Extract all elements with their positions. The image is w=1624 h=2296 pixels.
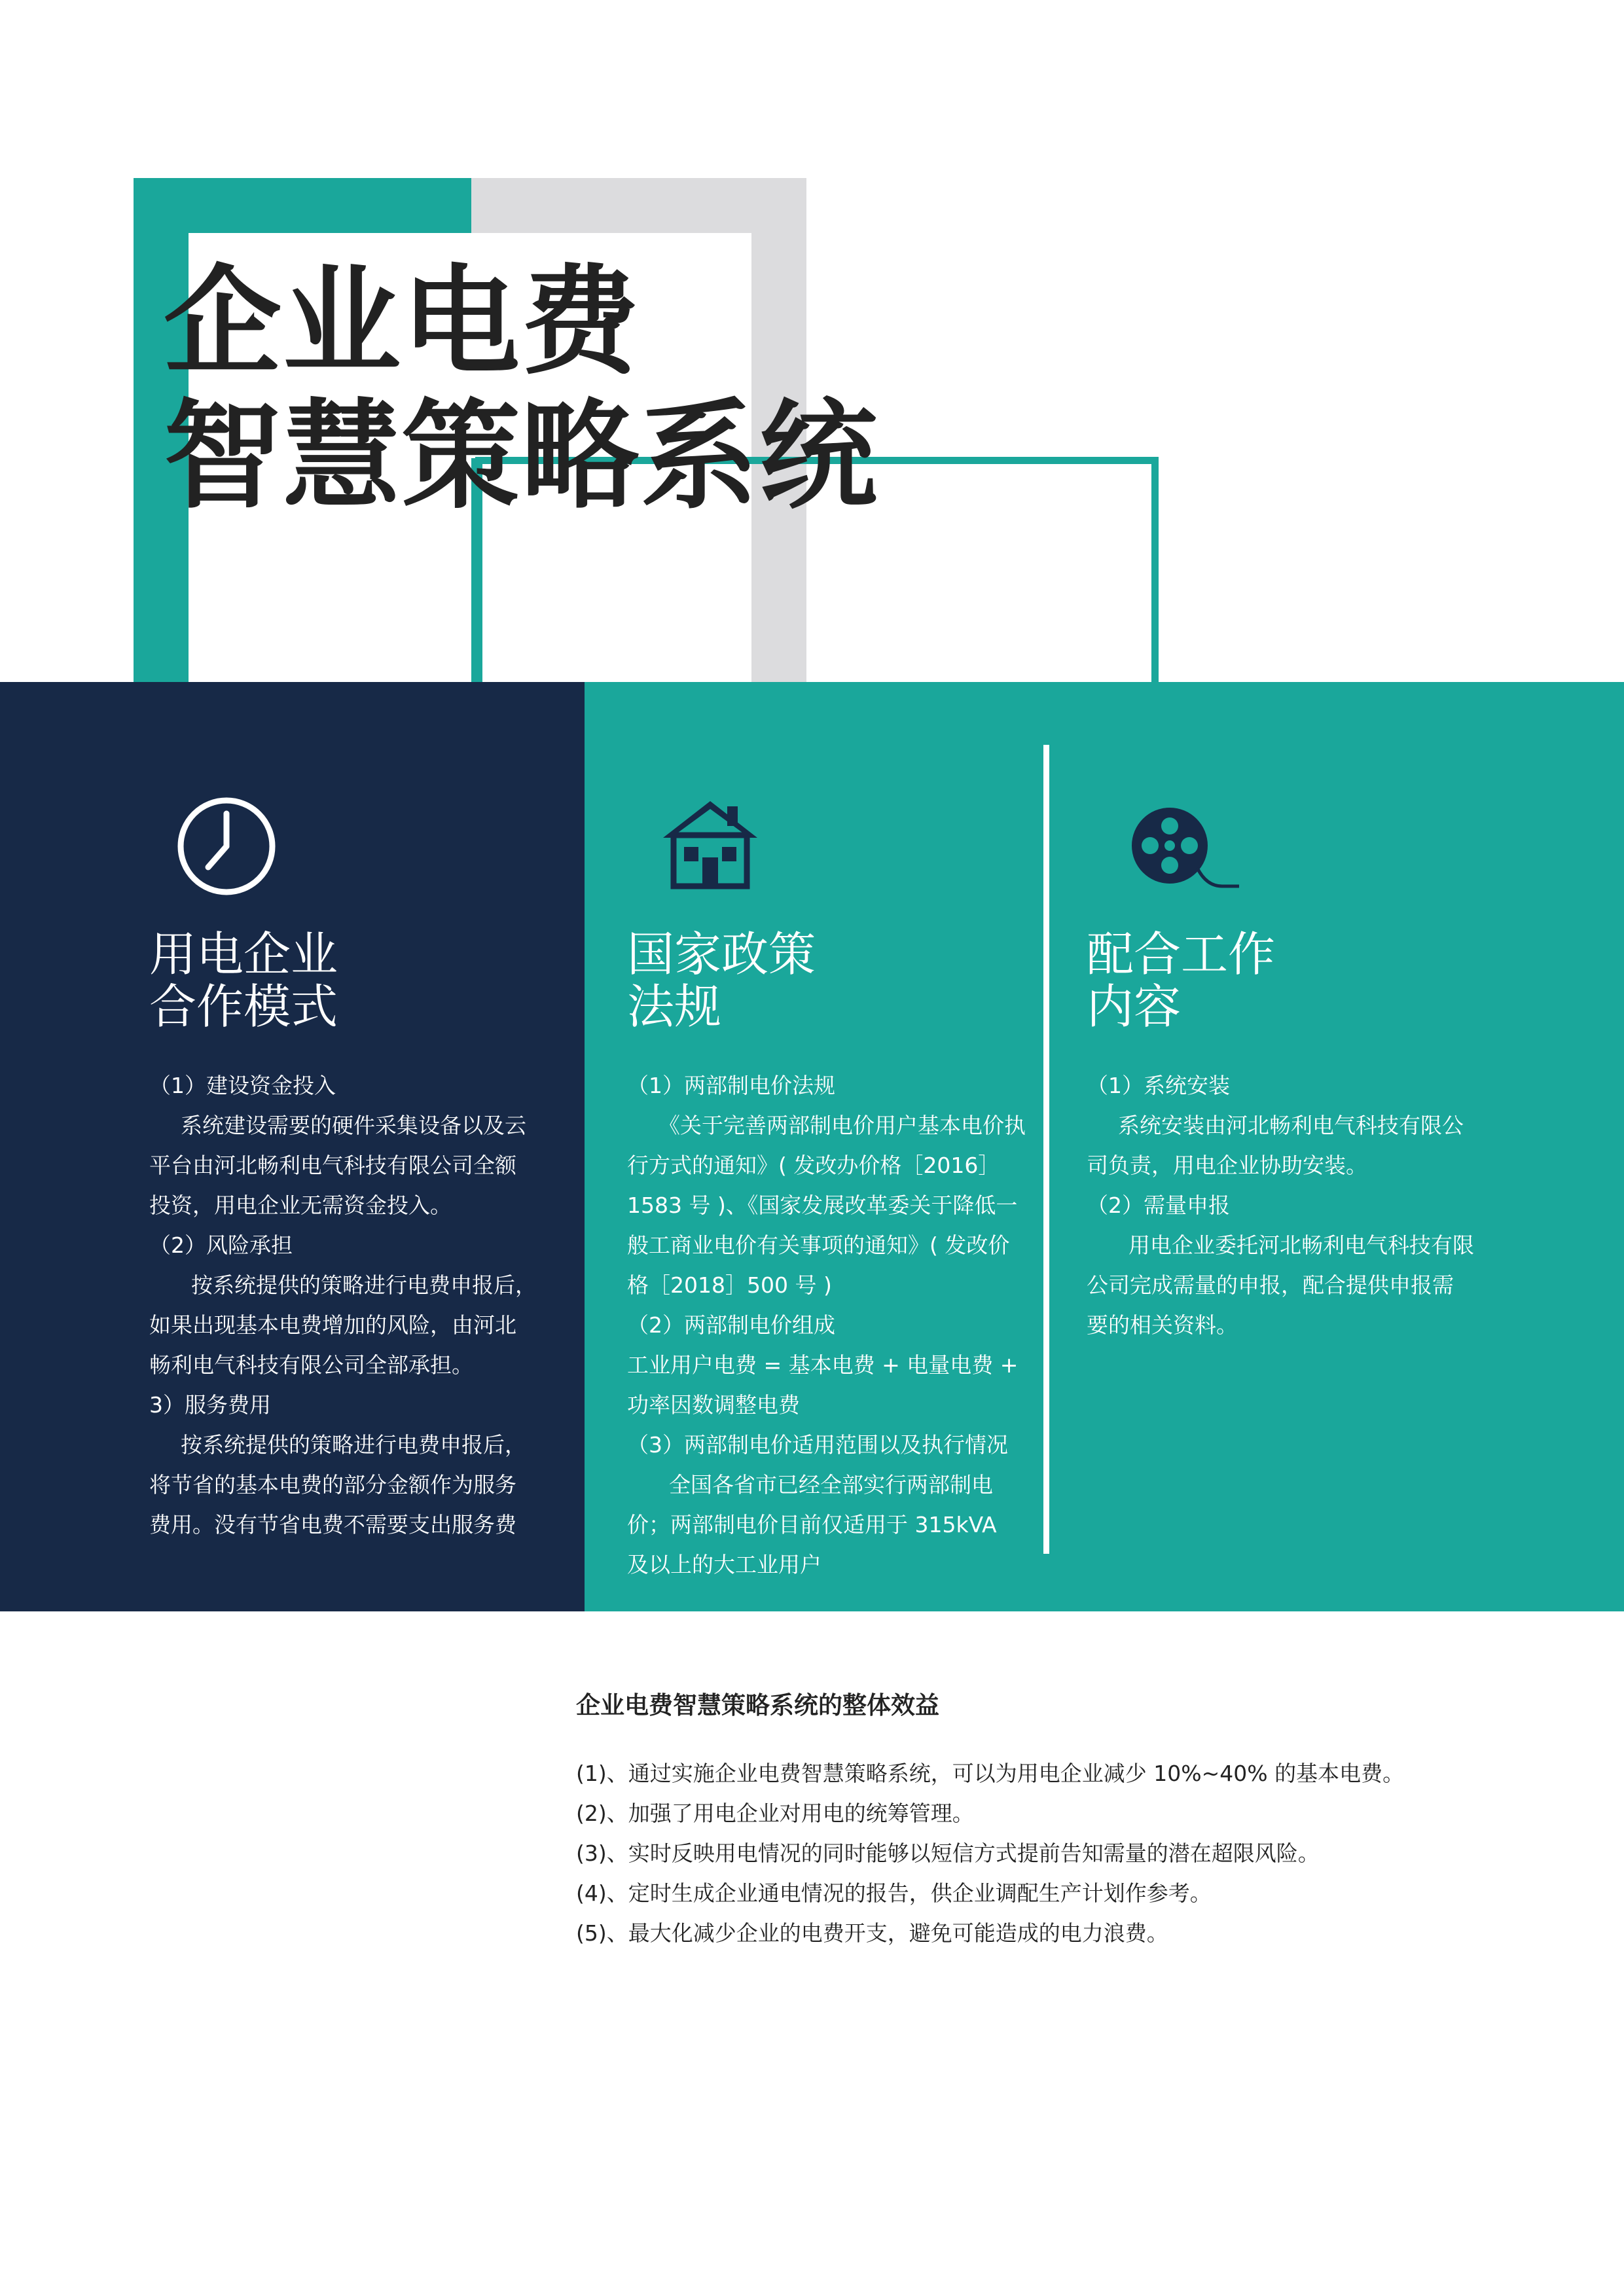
film-reel-icon (1129, 805, 1240, 890)
paragraph-line: 行方式的通知》( 发改办价格［2016］ (627, 1153, 1000, 1178)
benefit-item: (5)、最大化减少企业的电费开支，避免可能造成的电力浪费。 (576, 1920, 1168, 1946)
overall-benefits-section (576, 1685, 1404, 1953)
paragraph-line: 功率因数调整电费 (627, 1392, 800, 1418)
subheading: （2）需量申报 (1087, 1193, 1230, 1218)
subheading: 3）服务费用 (149, 1392, 271, 1418)
paragraph-line: 系统建设需要的硬件采集设备以及云 (181, 1113, 526, 1138)
subheading: （2）风险承担 (149, 1232, 293, 1258)
paragraph-line: 按系统提供的策略进行电费申报后， (181, 1432, 526, 1458)
heading-line-2: 法规 (627, 979, 722, 1034)
benefit-item: (1)、通过实施企业电费智慧策略系统，可以为用电企业减少 10%~40% 的基本电费。 (576, 1761, 1405, 1786)
paragraph-line: 将节省的基本电费的部分金额作为服务 (149, 1472, 516, 1498)
national-policy-section (627, 928, 1026, 1585)
subheading: （1）系统安装 (1087, 1073, 1230, 1098)
paragraph-line: 投资，用电企业无需资金投入。 (149, 1193, 452, 1218)
page-title (164, 255, 878, 524)
subheading: （3）两部制电价适用范围以及执行情况 (627, 1432, 1008, 1458)
benefit-item: (4)、定时生成企业通电情况的报告，供企业调配生产计划作参考。 (576, 1880, 1212, 1906)
title-line-1: 企业电费 (164, 254, 641, 391)
section-heading (627, 928, 1026, 1033)
heading-line-2: 内容 (1087, 979, 1182, 1034)
section-body (627, 1066, 1026, 1585)
benefit-item: (3)、实时反映用电情况的同时能够以短信方式提前告知需量的潜在超限风险。 (576, 1840, 1320, 1866)
cooperation-work-section (1087, 928, 1492, 1345)
paragraph-line: 全国各省市已经全部实行两部制电 (669, 1472, 993, 1498)
paragraph-line: 及以上的大工业用户 (627, 1552, 821, 1577)
paragraph-line: 工业用户电费 = 基本电费 + 电量电费 + (627, 1352, 1019, 1378)
subheading: （1）建设资金投入 (149, 1073, 336, 1098)
column-divider (1043, 745, 1049, 1554)
benefits-title: 企业电费智慧策略系统的整体效益 (576, 1691, 939, 1719)
paragraph-line: 格［2018］500 号 ) (627, 1272, 832, 1298)
paragraph-line: 用电企业委托河北畅利电气科技有限 (1128, 1232, 1474, 1258)
paragraph-line: 公司完成需量的申报，配合提供申报需 (1087, 1272, 1454, 1298)
house-icon (658, 797, 763, 891)
paragraph-line: 价；两部制电价目前仅适用于 315kVA (627, 1512, 997, 1537)
section-heading (1087, 928, 1492, 1033)
heading-line-1: 配合工作 (1087, 927, 1276, 982)
heading-line-2: 合作模式 (149, 979, 338, 1034)
paragraph-line: 费用。没有节省电费不需要支出服务费 (149, 1512, 516, 1537)
title-line-2: 智慧策略系统 (164, 388, 879, 525)
section-heading (149, 928, 549, 1033)
paragraph-line: 如果出现基本电费增加的风险，由河北 (149, 1312, 516, 1338)
paragraph-line: 1583 号 )、《国家发展改革委关于降低一 (627, 1193, 1018, 1218)
paragraph-line: 司负责，用电企业协助安装。 (1087, 1153, 1367, 1178)
paragraph-line: 平台由河北畅利电气科技有限公司全额 (149, 1153, 516, 1178)
paragraph-line: 般工商业电价有关事项的通知》( 发改价 (627, 1232, 1010, 1258)
paragraph-line: 《关于完善两部制电价用户基本电价执 (659, 1113, 1026, 1138)
cooperation-mode-section (149, 928, 549, 1545)
paragraph-line: 要的相关资料。 (1087, 1312, 1238, 1338)
heading-line-1: 用电企业 (149, 927, 338, 982)
paragraph-line: 按系统提供的策略进行电费申报后， (191, 1272, 537, 1298)
subheading: （1）两部制电价法规 (627, 1073, 835, 1098)
section-body (1087, 1066, 1492, 1345)
subheading: （2）两部制电价组成 (627, 1312, 835, 1338)
benefit-item: (2)、加强了用电企业对用电的统筹管理。 (576, 1801, 974, 1826)
paragraph-line: 系统安装由河北畅利电气科技有限公 (1118, 1113, 1464, 1138)
clock-icon (175, 795, 278, 897)
paragraph-line: 畅利电气科技有限公司全部承担。 (149, 1352, 473, 1378)
heading-line-1: 国家政策 (627, 927, 816, 982)
section-body (149, 1066, 549, 1545)
